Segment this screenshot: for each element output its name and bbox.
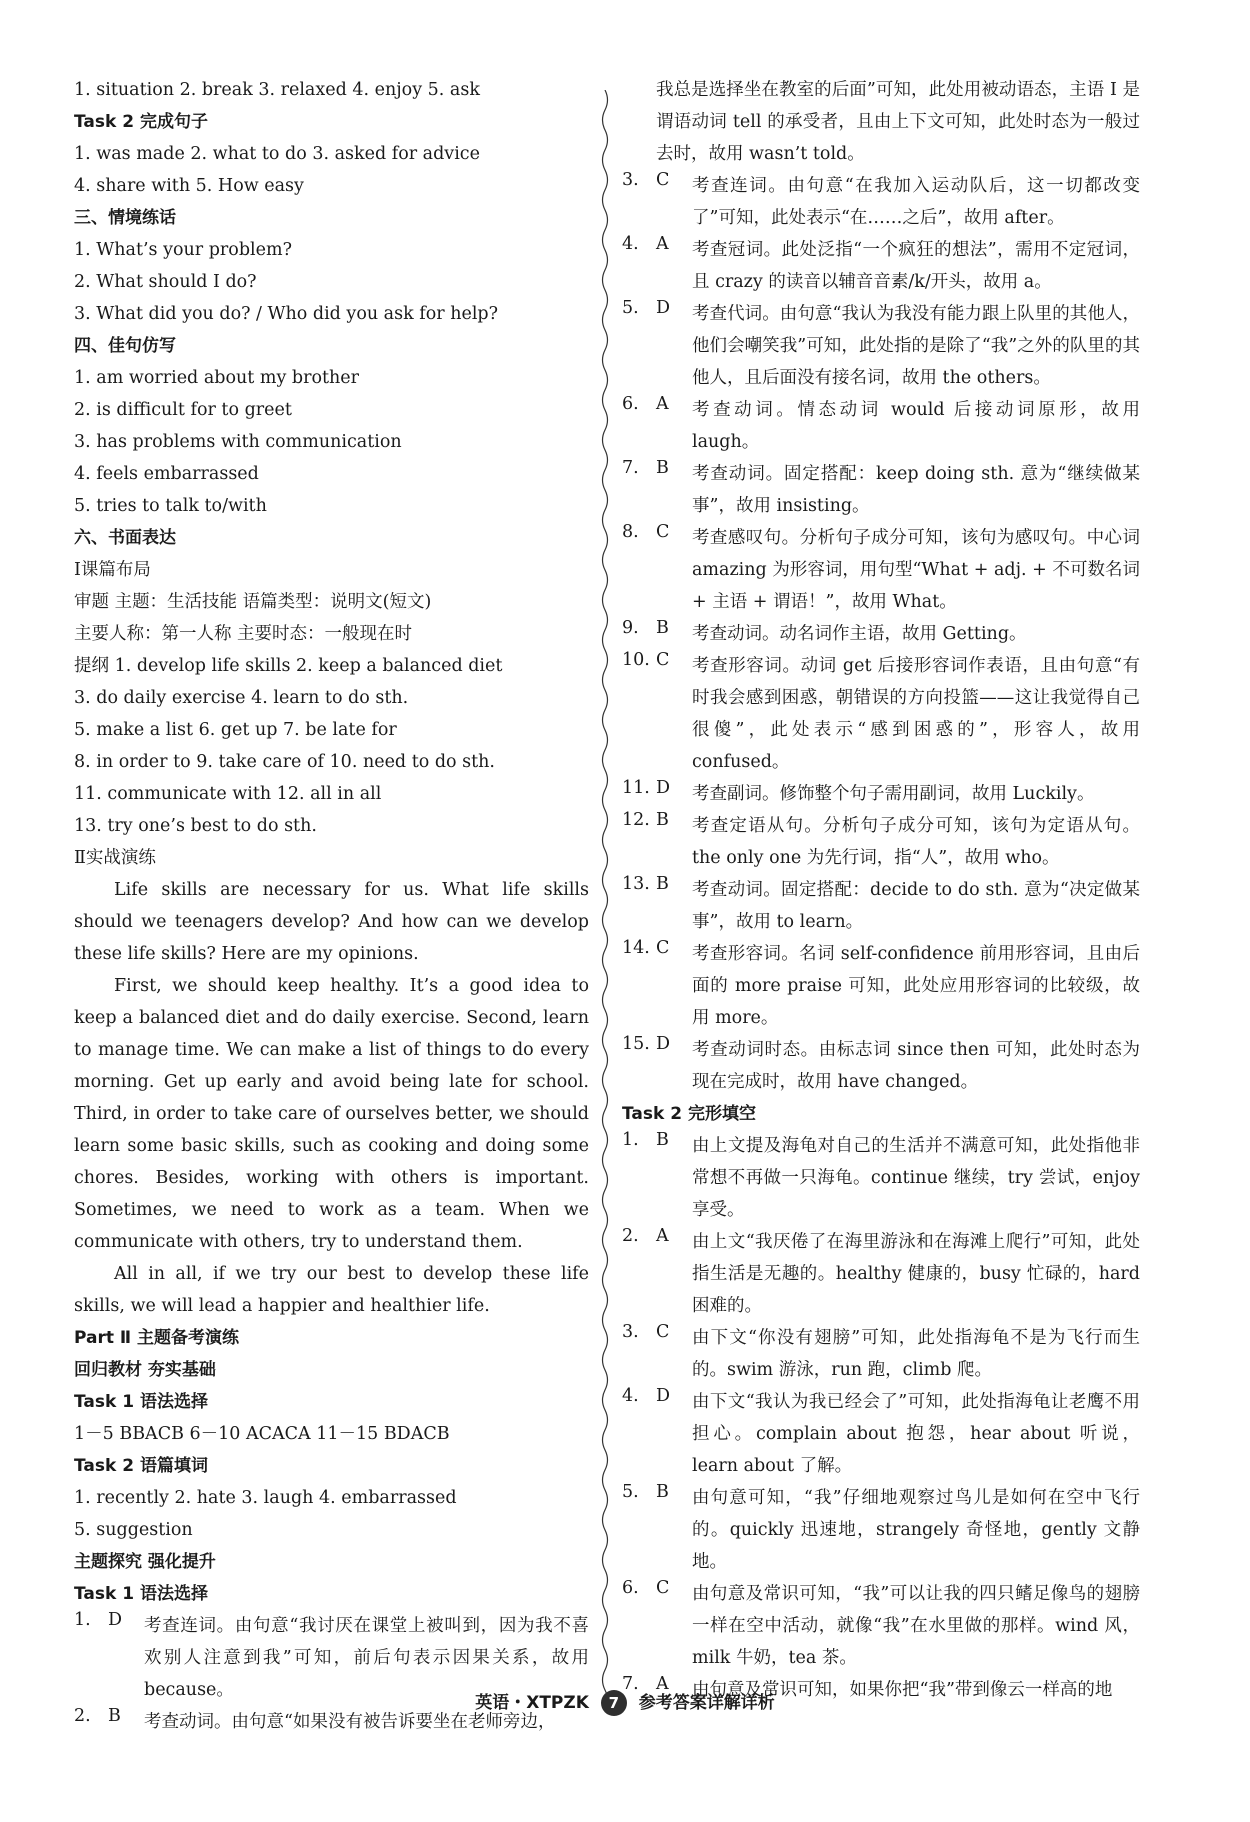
answer-line: 提纲 1. develop life skills 2. keep a balanced diet [74,656,503,676]
item-number: 5. [622,1482,639,1502]
item-number: 10. [622,650,650,670]
page-footer [0,1688,1250,1716]
explanation-item [622,1226,1140,1322]
item-answer: A [656,1674,669,1694]
item-number: 1. [74,1610,91,1630]
item-answer: B [656,810,669,830]
item-number: 12. [622,810,650,830]
item-answer: C [656,522,670,542]
answer-line: 4. feels embarrassed [74,464,259,484]
footer-label: 参考答案详解详析 [638,1693,775,1713]
item-answer: C [656,938,670,958]
section-heading: 三、情境练话 [74,208,176,228]
item-text: 由句意可知，“我”仔细地观察过鸟儿是如何在空中飞行的。quickly 迅速地，strangely 奇怪地，gently 文静地。 [692,1488,1140,1572]
item-answer: B [108,1706,121,1726]
item-text: 由句意及常识可知，如果你把“我”带到像云一样高的地 [692,1680,1113,1700]
answer-line: 5. tries to talk to/with [74,496,267,516]
explanation-item [622,1034,1140,1098]
answer-line: 审题 主题：生活技能 语篇类型：说明文(短文) [74,592,432,612]
section-heading: Task 2 完形填空 [622,1104,756,1124]
item-text: 考查定语从句。分析句子成分可知，该句为定语从句。the only one 为先行词，指“人”，故用 who。 [692,816,1140,868]
explanation-item [622,1386,1140,1482]
page-number: 7 [601,1690,627,1716]
item-text: 考查连词。由句意“在我加入运动队后，这一切都改变了”可知，此处表示“在……之后”，故用 after。 [692,176,1140,228]
answer-line: 13. try one’s best to do sth. [74,816,317,836]
item-number: 3. [622,170,639,190]
item-number: 11. [622,778,650,798]
item-number: 5. [622,298,639,318]
answer-line: 8. in order to 9. take care of 10. need to do sth. [74,752,495,772]
answer-line: 1. situation 2. break 3. relaxed 4. enjoy 5. ask [74,80,480,100]
section-heading: Task 2 语篇填词 [74,1456,208,1476]
item-answer: D [656,778,671,798]
item-number: 2. [622,1226,639,1246]
item-text: 由下文“我认为我已经会了”可知，此处指海龟让老鹰不用担心。complain about 抱怨，hear about 听说，learn about 了解。 [692,1392,1140,1476]
item-text: 由上文提及海龟对自己的生活并不满意可知，此处指他非常想不再做一只海龟。continue 继续，try 尝试，enjoy 享受。 [692,1136,1140,1220]
item-text: 考查副词。修饰整个句子需用副词，故用 Luckily。 [692,784,1095,804]
item-answer: B [656,1482,669,1502]
item-answer: B [656,874,669,894]
explanation-item [622,618,1140,650]
item-text: 考查动词。由句意“如果没有被告诉要坐在老师旁边， [144,1712,556,1732]
item-text: 考查动词。固定搭配：decide to do sth. 意为“决定做某事”，故用 to learn。 [692,880,1140,932]
section-heading: Task 1 语法选择 [74,1392,208,1412]
item-number: 1. [622,1130,639,1150]
explanation-item [622,394,1140,458]
item-text: 由句意及常识可知，“我”可以让我的四只鳍足像鸟的翅膀一样在空中活动，就像“我”在水里做的那样。wind 风，milk 牛奶，tea 茶。 [692,1584,1140,1668]
answer-line: 1. What’s your problem? [74,240,292,260]
item-number: 14. [622,938,650,958]
item-answer: D [656,1034,671,1054]
item-answer: C [656,1322,670,1342]
item-text: 考查感叹句。分析句子成分可知，该句为感叹句。中心词 amazing 为形容词，用句型“What + adj. + 不可数名词 + 主语 + 谓语！”，故用 What。 [692,528,1140,612]
answer-line: 2. What should I do? [74,272,257,292]
item-number: 9. [622,618,639,638]
left-column [74,74,589,1738]
answer-line: 5. suggestion [74,1520,193,1540]
right-column [622,74,1140,1706]
essay-paragraph: Life skills are necessary for us. What life skills should we teenagers develop? And how can we develop these life skills? Here are my opinions. [74,880,589,964]
answer-line: 5. make a list 6. get up 7. be late for [74,720,397,740]
item-text: 考查动词时态。由标志词 since then 可知，此处时态为现在完成时，故用 have changed。 [692,1040,1140,1092]
section-heading: Task 2 完成句子 [74,112,208,132]
answer-line: 1. recently 2. hate 3. laugh 4. embarrassed [74,1488,457,1508]
item-text: 考查形容词。名词 self-confidence 前用形容词，且由后面的 more praise 可知，此处应用形容词的比较级，故用 more。 [692,944,1140,1028]
explanation-item [622,1578,1140,1674]
answer-line: 3. has problems with communication [74,432,402,452]
item-text: 考查形容词。动词 get 后接形容词作表语，且由句意“有时我会感到困惑，朝错误的方向投篮——这让我觉得自己很傻”，此处表示“感到困惑的”，形容人，故用 confused。 [692,656,1140,772]
explanation-item [622,1482,1140,1578]
item-number: 4. [622,234,639,254]
answer-line: 3. What did you do? / Who did you ask for help? [74,304,499,324]
item-number: 2. [74,1706,91,1726]
answer-line: 4. share with 5. How easy [74,176,304,196]
item-number: 4. [622,1386,639,1406]
item-answer: C [656,650,670,670]
item-text: 考查动词。动名词作主语，故用 Getting。 [692,624,1027,644]
item-text: 考查连词。由句意“我讨厌在课堂上被叫到，因为我不喜欢别人注意到我”可知，前后句表示因果关系，故用 because。 [144,1616,589,1700]
item-answer: C [656,1578,670,1598]
explanation-item [622,1322,1140,1386]
explanation-item [622,810,1140,874]
explanation-item [622,458,1140,522]
item-answer: A [656,394,669,414]
footer-subject: 英语・XTPZK [475,1693,589,1713]
item-text: 由下文“你没有翅膀”可知，此处指海龟不是为飞行而生的。swim 游泳，run 跑，climb 爬。 [692,1328,1140,1380]
answer-line: 3. do daily exercise 4. learn to do sth. [74,688,409,708]
explanation-list [622,1130,1140,1706]
explanation-item [622,234,1140,298]
item-answer: A [656,234,669,254]
item-number: 6. [622,394,639,414]
item-text: 由上文“我厌倦了在海里游泳和在海滩上爬行”可知，此处指生活是无趣的。healthy 健康的，busy 忙碌的，hard 困难的。 [692,1232,1140,1316]
answer-line: 1. was made 2. what to do 3. asked for advice [74,144,480,164]
item-number: 13. [622,874,650,894]
item-text: 考查代词。由句意“我认为我没有能力跟上队里的其他人，他们会嘲笑我”可知，此处指的是除了“我”之外的队里的其他人，且后面没有接名词，故用 the others。 [692,304,1140,388]
section-heading: 四、佳句仿写 [74,336,176,356]
item-answer: D [656,298,671,318]
answer-line: 1. am worried about my brother [74,368,360,388]
subheading: Ⅱ实战演练 [74,848,156,868]
column-divider [598,90,612,1710]
item-text: 考查动词。情态动词 would 后接动词原形，故用 laugh。 [692,400,1140,452]
explanation-item [622,1130,1140,1226]
section-heading: 六、书面表达 [74,528,176,548]
item-answer: A [656,1226,669,1246]
answer-line: 1－5 BBACB 6－10 ACACA 11－15 BDACB [74,1424,450,1444]
item-answer: B [656,618,669,638]
section-heading: 主题探究 强化提升 [74,1552,216,1572]
answer-line: 主要人称：第一人称 主要时态：一般现在时 [74,624,413,644]
explanation-item [622,170,1140,234]
item-answer: B [656,458,669,478]
essay-paragraph: First, we should keep healthy. It’s a good idea to keep a balanced diet and do daily exercise. Second, learn to manage time. We can make a list of things to do every morning. Get up early and avoid being late for school. Third, in order to take care of ourselves better, we should learn some basic skills, such as cooking and doing some chores. Besides, working with others is important. Sometimes, we need to work as a team. When we communicate with others, try to understand them. [74,976,589,1252]
explanation-item [622,938,1140,1034]
item-text: 考查冠词。此处泛指“一个疯狂的想法”，需用不定冠词，且 crazy 的读音以辅音音素/k/开头，故用 a。 [692,240,1140,292]
item-text: 考查动词。固定搭配：keep doing sth. 意为“继续做某事”，故用 insisting。 [692,464,1140,516]
explanation-item [622,522,1140,618]
item-number: 3. [622,1322,639,1342]
explanation-item [622,650,1140,778]
answer-line: 2. is difficult for to greet [74,400,292,420]
section-heading: 回归教材 夯实基础 [74,1360,216,1380]
item-answer: D [656,1386,671,1406]
explanation-item [622,298,1140,394]
part-heading: Part Ⅱ 主题备考演练 [74,1328,240,1348]
answer-line: 11. communicate with 12. all in all [74,784,382,804]
explanation-list [622,170,1140,1098]
item-answer: C [656,170,670,190]
item-number: 7. [622,458,639,478]
section-heading: Task 1 语法选择 [74,1584,208,1604]
item-number: 15. [622,1034,650,1054]
subheading: Ⅰ课篇布局 [74,560,151,580]
continued-text: 我总是选择坐在教室的后面”可知，此处用被动语态，主语 I 是谓语动词 tell 的承受者，且由上下文可知，此处时态为一般过去时，故用 wasn’t told。 [656,80,1140,164]
item-answer: B [656,1130,669,1150]
item-number: 6. [622,1578,639,1598]
item-answer: D [108,1610,123,1630]
explanation-item [622,778,1140,810]
essay-paragraph: All in all, if we try our best to develop these life skills, we will lead a happier and healthier life. [74,1264,589,1316]
explanation-item [622,874,1140,938]
item-number: 7. [622,1674,639,1694]
item-number: 8. [622,522,639,542]
